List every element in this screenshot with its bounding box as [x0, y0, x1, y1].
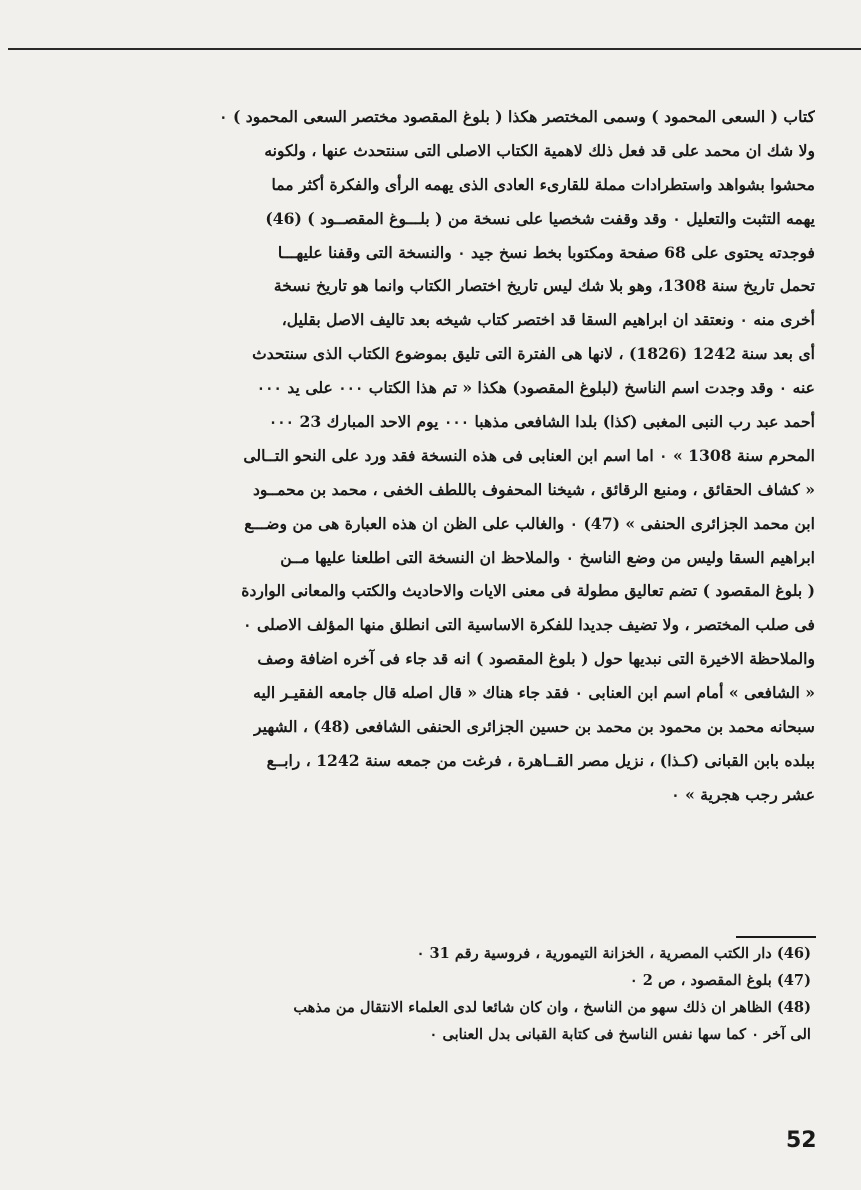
body-line: تحمل تاريخ سنة 1308، وهو بلا شك ليس تاريخ اختصار الكتاب وانما هو تاريخ نسخة: [273, 276, 815, 296]
footnote-line: (48) الظاهر ان ذلك سهو من الناسخ ، وان كان شائعا لدى العلماء الانتقال من مذهب: [293, 999, 811, 1016]
body-line: ( بلوغ المقصود ) تضم تعاليق مطولة فى معنى الايات والاحاديث والكتب والمعانى الواردة: [241, 581, 815, 601]
footnotes: [66, 940, 811, 1048]
body-line: ولا شك ان محمد على قد فعل ذلك لاهمية الكتاب الاصلى التى سنتحدث عنها ، ولكونه: [264, 140, 815, 160]
body-line: ابراهيم السقا وليس من وضع الناسخ ٠ والملاحظ ان النسخة التى اطلعنا عليها مــن: [280, 547, 815, 567]
body-line: « كشاف الحقائق ، ومنبع الرقائق ، شيخنا المحفوف باللطف الخفى ، محمد بن محمــود: [252, 479, 815, 499]
body-line: عنه ٠ وقد وجدت اسم الناسخ (لبلوغ المقصود) هكذا « تم هذا الكتاب ٠٠٠ على يد ٠٠٠: [256, 378, 815, 398]
footnote-line: (46) دار الكتب المصرية ، الخزانة التيمورية ، فروسية رقم 31 ٠: [416, 945, 811, 962]
body-line: فوجدته يحتوى على 68 صفحة ومكتوبا بخط نسخ جيد ٠ والنسخة التى وقفنا عليهـــا: [277, 242, 815, 262]
body-line: ابن محمد الجزائرى الحنفى » (47) ٠ والغالب على الظن ان هذه العبارة هى من وضـــع: [244, 513, 815, 533]
body-line: كتاب ( السعى المحمود ) وسمى المختصر هكذا ( بلوغ المقصود مختصر السعى المحمود ) ٠: [219, 107, 815, 126]
body-line: والملاحظة الاخيرة التى نبديها حول ( بلوغ المقصود ) انه قد جاء فى آخره اضافة وصف: [257, 649, 815, 669]
footnote-line: (47) بلوغ المقصود ، ص 2 ٠: [629, 972, 811, 989]
body-line: المحرم سنة 1308 » ٠ اما اسم ابن العنابى فى هذه النسخة فقد ورد على النحو التــالى: [243, 445, 815, 465]
body-line: « الشافعى » أمام اسم ابن العنابى ٠ فقد جاء هناك « قال اصله قال جامعه الفقيـر اليه: [253, 683, 815, 703]
body-line: سبحانه محمد بن محمود بن محمد بن حسين الجزائرى الحنفى الشافعى (48) ، الشهير: [254, 717, 815, 737]
body-line: أى بعد سنة 1242 (1826) ، لانها هى الفترة التى تليق بموضوع الكتاب الذى سنتحدث: [252, 344, 815, 364]
page-number: 52: [786, 1128, 817, 1153]
header-rule: [8, 48, 861, 50]
body-line: عشر رجب هجرية » ٠: [671, 784, 815, 804]
body-line: أخرى منه ٠ ونعتقد ان ابراهيم السقا قد اختصر كتاب شيخه بعد تاليف الاصل بقليل،: [281, 310, 815, 330]
footnote-rule: [736, 936, 816, 938]
body-line: فى صلب المختصر ، ولا تضيف جديدا للفكرة الاساسية التى انطلق منها المؤلف الاصلى ٠: [243, 615, 815, 635]
body-line: محشوا بشواهد واستطرادات مملة للقارىء العادى الذى يهمه الرأى والفكرة أكثر مما: [271, 174, 815, 194]
footnote-line: الى آخر ٠ كما سها نفس الناسخ فى كتابة القبانى بدل العنابى ٠: [429, 1026, 811, 1043]
body-line: أحمد عبد رب النبى المغبى (كذا) بلدا الشافعى مذهبا ٠٠٠ يوم الاحد المبارك 23 ٠٠٠: [268, 412, 815, 432]
body-line: يهمه التثبت والتعليل ٠ وقد وقفت شخصيا على نسخة من ( بلـــوغ المقصــود ) (46): [265, 208, 815, 228]
body-line: ببلده بابن القبانى (كـذا) ، نزيل مصر القــاهرة ، فرغت من جمعه سنة 1242 ، رابــع: [266, 750, 815, 770]
body-text: [66, 100, 815, 812]
